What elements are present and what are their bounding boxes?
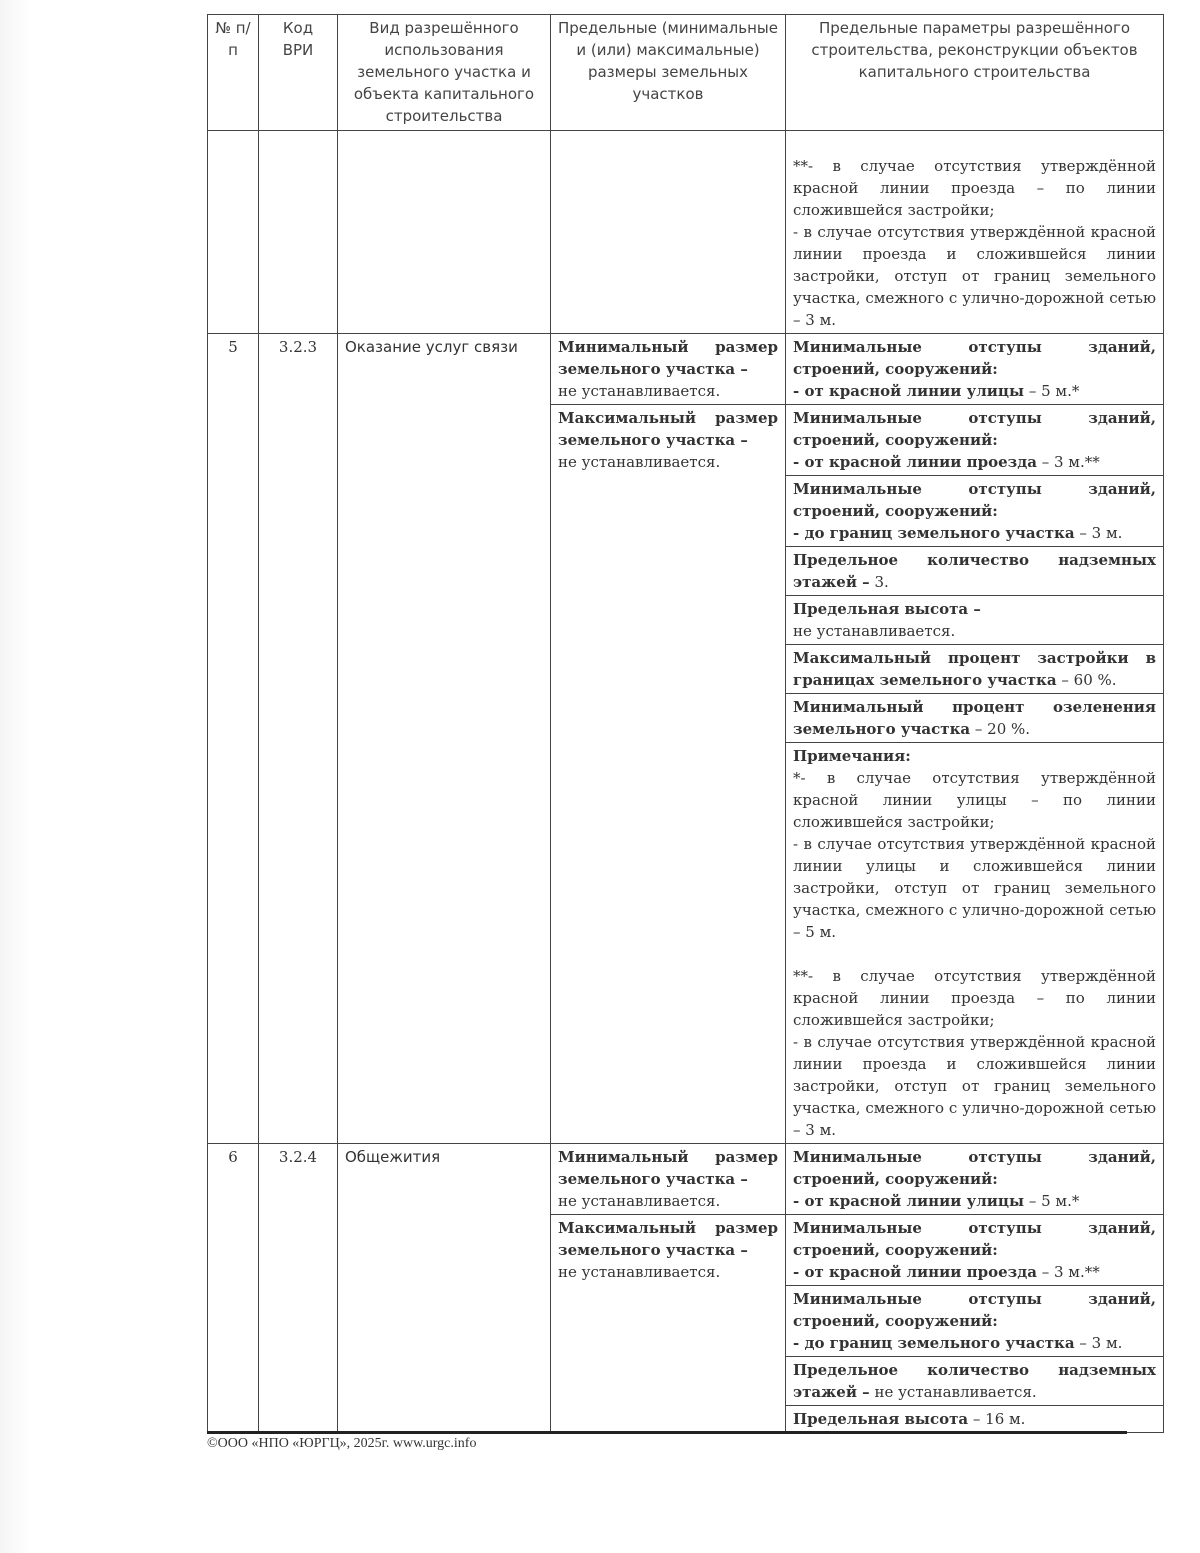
row6-code: 3.2.4: [259, 1144, 338, 1433]
row6-max-size-value: не устанавливается.: [558, 1263, 721, 1281]
cont-notes-cell: [786, 131, 1164, 334]
row5-param-2-label: Минимальные отступы зданий, строений, сооружений:: [793, 409, 1156, 449]
table-row: [208, 1144, 1164, 1215]
cont-note-2a: **- в случае отсутствия утверждённой красной линии проезда – по линии сложившейся застройки;: [793, 157, 1156, 219]
table-row: [208, 334, 1164, 405]
row6-max-size-label: Максимальный размер земельного участка –: [558, 1219, 778, 1259]
row5-param-1: [786, 334, 1164, 405]
row5-param-2-value: – 3 м.**: [1036, 453, 1100, 471]
row5-param-3-label: Минимальные отступы зданий, строений, сооружений:: [793, 480, 1156, 520]
row6-param-2-value: – 3 м.**: [1036, 1263, 1100, 1281]
row5-param-5: [786, 596, 1164, 645]
header-sizes: Предельные (минимальные и (или) максимальные) размеры земельных участков: [551, 15, 786, 131]
row6-param-3-label: Минимальные отступы зданий, строений, сооружений:: [793, 1290, 1156, 1330]
row5-note-1a: *- в случае отсутствия утверждённой красной линии улицы – по линии сложившейся застройки;: [793, 769, 1156, 831]
row6-min-size-value: не устанавливается.: [558, 1192, 721, 1210]
header-kind: Вид разрешённого использования земельного участка и объекта капитального строительства: [338, 15, 551, 131]
row5-min-size-label: Минимальный размер земельного участка –: [558, 338, 778, 378]
row5-param-5-value: не устанавливается.: [793, 622, 956, 640]
row5-param-7-value: – 20 %.: [970, 720, 1031, 738]
row5-param-2: [786, 405, 1164, 476]
row6-param-5-label: Предельная высота: [793, 1410, 969, 1428]
row6-param-1-label: Минимальные отступы зданий, строений, сооружений:: [793, 1148, 1156, 1188]
row5-max-size-label: Максимальный размер земельного участка –: [558, 409, 778, 449]
row6-param-5: [786, 1406, 1164, 1433]
row5-param-3-sub: - до границ земельного участка: [793, 524, 1075, 542]
cont-size-cell: [551, 131, 786, 334]
scan-edge: [0, 0, 30, 1553]
row6-name: Общежития: [338, 1144, 551, 1433]
row5-param-1-sub: - от красной линии улицы: [793, 382, 1025, 400]
row6-num: 6: [208, 1144, 259, 1433]
row5-param-6-value: – 60 %.: [1056, 671, 1117, 689]
row5-param-5-label: Предельная высота –: [793, 600, 981, 618]
row6-param-3: [786, 1286, 1164, 1357]
row5-param-7: [786, 694, 1164, 743]
row6-param-4-value: не устанавливается.: [869, 1383, 1037, 1401]
row6-param-1-sub: - от красной линии улицы: [793, 1192, 1025, 1210]
row6-param-5-value: – 16 м.: [968, 1410, 1026, 1428]
row5-param-6-label: Максимальный процент застройки в границах земельного участка: [793, 649, 1156, 689]
row5-param-3-value: – 3 м.: [1074, 524, 1123, 542]
row5-min-size: [551, 334, 786, 405]
cont-code-cell: [259, 131, 338, 334]
row6-param-3-sub: - до границ земельного участка: [793, 1334, 1075, 1352]
row5-param-2-sub: - от красной линии проезда: [793, 453, 1037, 471]
row6-min-size-label: Минимальный размер земельного участка –: [558, 1148, 778, 1188]
row6-param-2-sub: - от красной линии проезда: [793, 1263, 1037, 1281]
row5-param-4-label: Предельное количество надземных этажей –: [793, 551, 1156, 591]
header-code: Код ВРИ: [259, 15, 338, 131]
header-row: [208, 15, 1164, 131]
row5-num: 5: [208, 334, 259, 1144]
row5-param-4: [786, 547, 1164, 596]
row5-notes-title: Примечания:: [793, 747, 911, 765]
row6-param-1: [786, 1144, 1164, 1215]
row6-param-2-label: Минимальные отступы зданий, строений, сооружений:: [793, 1219, 1156, 1259]
row5-name: Оказание услуг связи: [338, 334, 551, 1144]
row5-param-7-label: Минимальный процент озеленения земельного участка: [793, 698, 1156, 738]
cont-note-2b: - в случае отсутствия утверждённой красной линии проезда и сложившейся линии застройки, отступ от границ земельного участка, смежного с улично-дорожной сетью – 3 м.: [793, 223, 1156, 329]
continuation-row: [208, 131, 1164, 334]
cont-num-cell: [208, 131, 259, 334]
footer-divider: [207, 1431, 1127, 1434]
row5-param-3: [786, 476, 1164, 547]
header-num: № п/п: [208, 15, 259, 131]
row5-notes: [786, 743, 1164, 1144]
row5-param-1-value: – 5 м.*: [1024, 382, 1080, 400]
row6-param-3-value: – 3 м.: [1074, 1334, 1123, 1352]
row6-min-size: [551, 1144, 786, 1215]
row6-max-size: [551, 1215, 786, 1433]
row5-note-2b: - в случае отсутствия утверждённой красной линии проезда и сложившейся линии застройки, отступ от границ земельного участка, смежного с улично-дорожной сетью – 3 м.: [793, 1033, 1156, 1139]
row6-param-4-label: Предельное количество надземных этажей –: [793, 1361, 1156, 1401]
row5-param-6: [786, 645, 1164, 694]
notes-gap: [793, 943, 1156, 965]
row5-note-2a: **- в случае отсутствия утверждённой красной линии проезда – по линии сложившейся застройки;: [793, 967, 1156, 1029]
row5-max-size-value: не устанавливается.: [558, 453, 721, 471]
row5-min-size-value: не устанавливается.: [558, 382, 721, 400]
row6-param-4: [786, 1357, 1164, 1406]
row6-param-1-value: – 5 м.*: [1024, 1192, 1080, 1210]
header-params: Предельные параметры разрешённого строительства, реконструкции объектов капитального строительства: [786, 15, 1164, 131]
cont-kind-cell: [338, 131, 551, 334]
row5-max-size: [551, 405, 786, 1144]
regulations-table: [207, 14, 1164, 1433]
row5-note-1b: - в случае отсутствия утверждённой красной линии улицы и сложившейся линии застройки, отступ от границ земельного участка, смежного с улично-дорожной сетью – 5 м.: [793, 835, 1156, 941]
row5-code: 3.2.3: [259, 334, 338, 1144]
row5-param-4-value: 3.: [869, 573, 889, 591]
row5-param-1-label: Минимальные отступы зданий, строений, сооружений:: [793, 338, 1156, 378]
row6-param-2: [786, 1215, 1164, 1286]
footer-copyright: ©ООО «НПО «ЮРГЦ», 2025г. www.urgc.info: [207, 1436, 477, 1451]
